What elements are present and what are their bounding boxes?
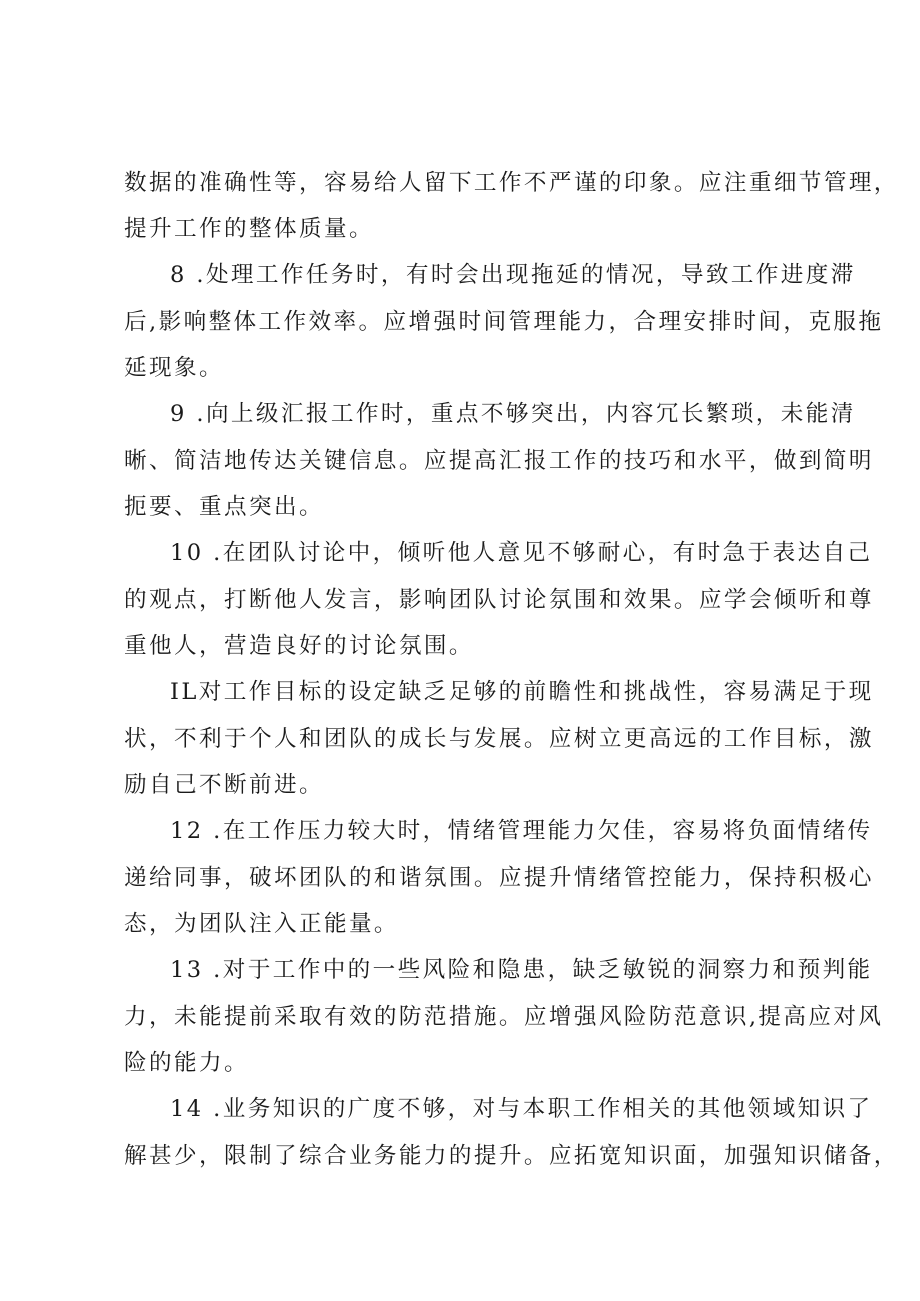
item-14-line: 14 .业务知识的广度不够，对与本职工作相关的其他领域知识了	[170, 1096, 873, 1122]
paragraph-line: 延现象。	[124, 355, 224, 381]
item-12-line: 12 .在工作压力较大时，情绪管理能力欠佳，容易将负面情绪传	[170, 818, 873, 844]
paragraph-line: 数据的准确性等，容易给人留下工作不严谨的印象。应注重细节管理，	[124, 170, 899, 196]
paragraph-line: 后,影响整体工作效率。应增强时间管理能力，合理安排时间，克服拖	[124, 309, 884, 335]
item-9-line: 9 .向上级汇报工作时，重点不够突出，内容冗长繁琐，未能清	[170, 401, 856, 427]
item-11-line: IL对工作目标的设定缺乏足够的前瞻性和挑战性，容易满足于现	[170, 679, 874, 705]
item-13-line: 13 .对于工作中的一些风险和隐患，缺乏敏锐的洞察力和预判能	[170, 957, 873, 983]
paragraph-line: 态，为团队注入正能量。	[124, 911, 399, 937]
paragraph-line: 的观点，打断他人发言，影响团队讨论氛围和效果。应学会倾听和尊	[124, 587, 874, 613]
item-8-line: 8 .处理工作任务时，有时会出现拖延的情况，导致工作进度滞	[170, 262, 856, 288]
paragraph-line: 解甚少，限制了综合业务能力的提升。应拓宽知识面，加强知识储备，	[124, 1143, 899, 1169]
paragraph-line: 力，未能提前采取有效的防范措施。应增强风险防范意识,提高应对风	[124, 1004, 884, 1030]
paragraph-line: 递给同事，破坏团队的和谐氛围。应提升情绪管控能力，保持积极心	[124, 865, 874, 891]
item-10-line: 10 .在团队讨论中，倾听他人意见不够耐心，有时急于表达自己	[170, 540, 873, 566]
paragraph-line: 励自己不断前进。	[124, 772, 324, 798]
paragraph-line: 扼要、重点突出。	[124, 494, 324, 520]
paragraph-line: 晰、简洁地传达关键信息。应提高汇报工作的技巧和水平，做到简明	[124, 448, 874, 474]
paragraph-line: 险的能力。	[124, 1050, 249, 1076]
paragraph-line: 提升工作的整体质量。	[124, 216, 374, 242]
paragraph-line: 状，不利于个人和团队的成长与发展。应树立更高远的工作目标，激	[124, 726, 874, 752]
paragraph-line: 重他人，营造良好的讨论氛围。	[124, 633, 474, 659]
